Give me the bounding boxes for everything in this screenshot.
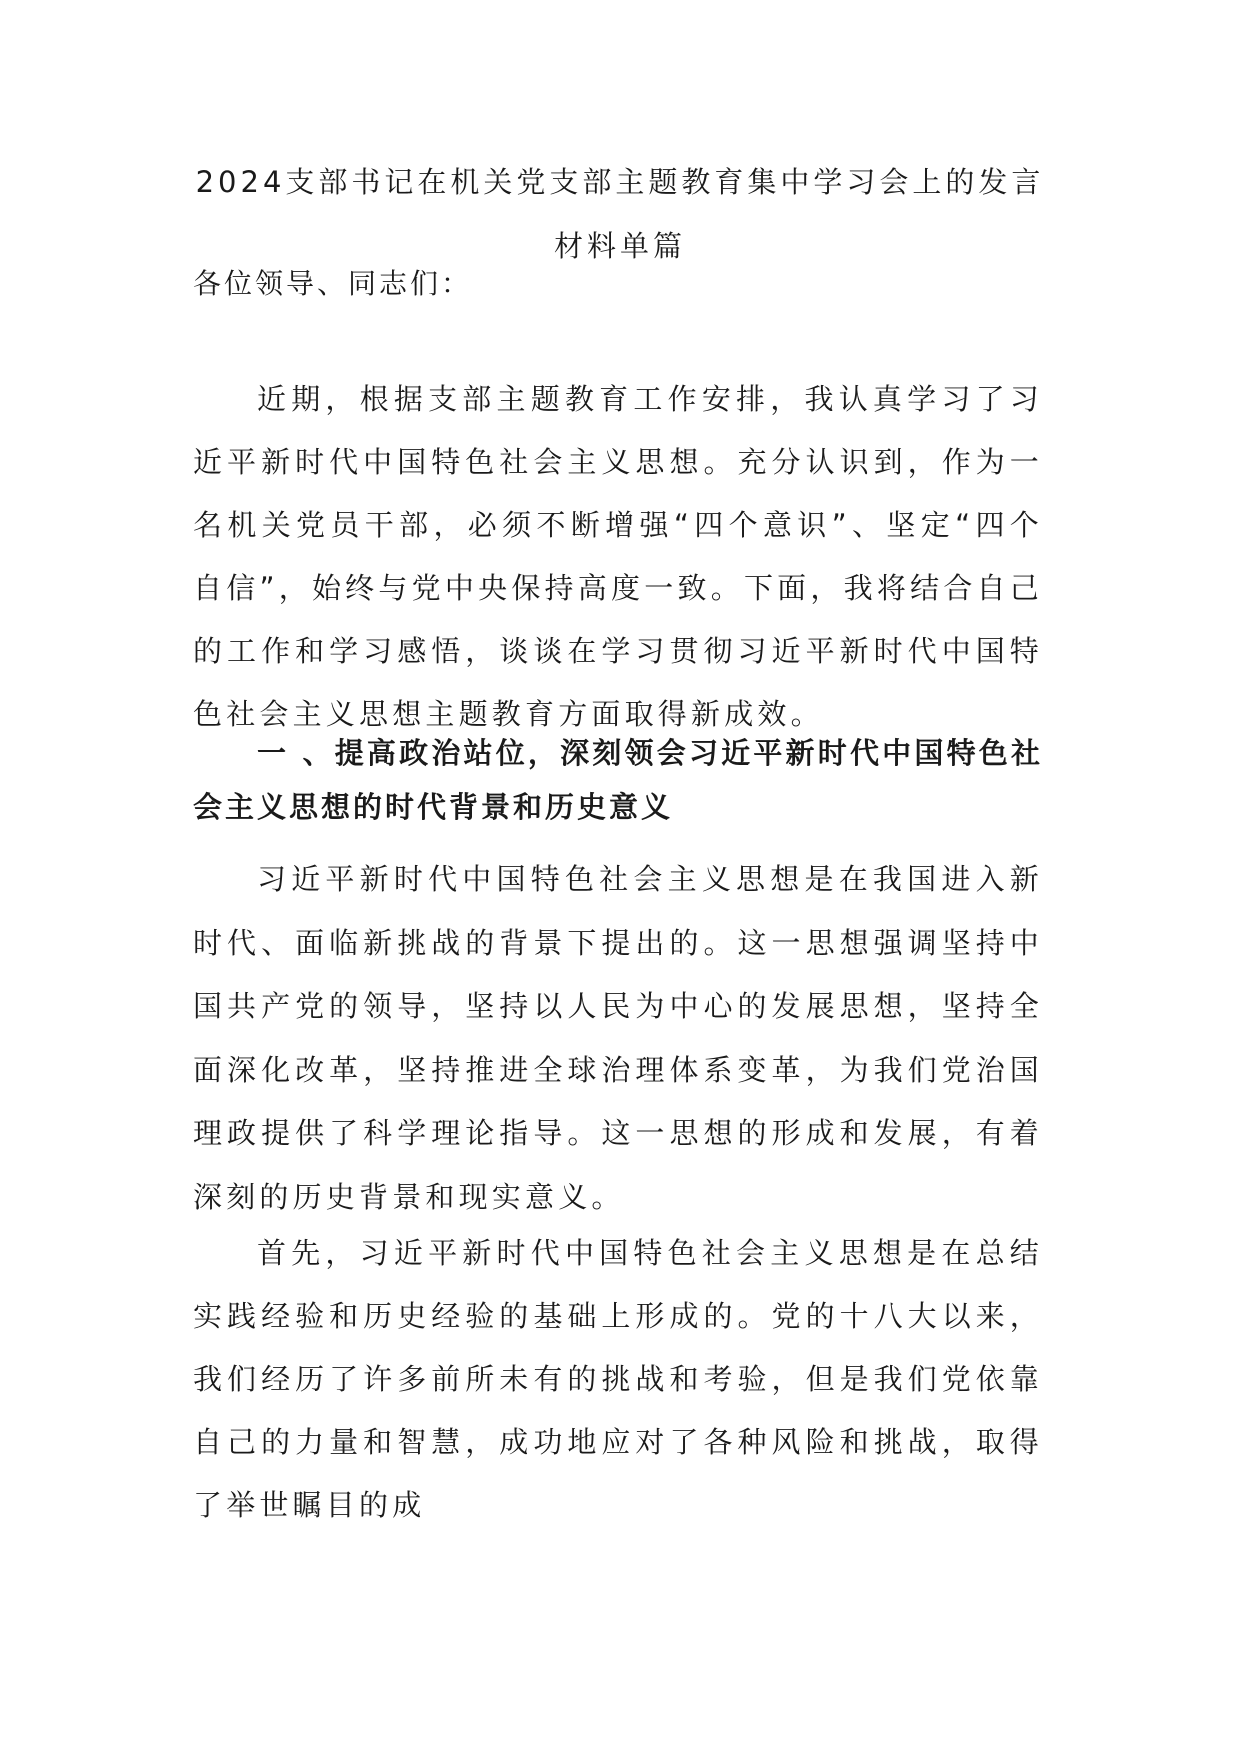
section-heading-1: 一 、提高政治站位，深刻领会习近平新时代中国特色社会主义思想的时代背景和历史意义 (193, 736, 1043, 824)
document-title-line-1: 2024支部书记在机关党支部主题教育集中学习会上的发言 (195, 165, 1045, 199)
intro-paragraph: 近期，根据支部主题教育工作安排，我认真学习了习近平新时代中国特色社会主义思想。充分认识到，作为一名机关党员干部，必须不断增强“四个意识”、坚定“四个自信”，始终与党中央保持高度一致。下面，我将结合自己的工作和学习感悟，谈谈在学习贯彻习近平新时代中国特色社会主义思想主题教育方面取得新成效。 (193, 382, 1043, 731)
section1-paragraph-2: 首先，习近平新时代中国特色社会主义思想是在总结实践经验和历史经验的基础上形成的。党的十八大以来，我们经历了许多前所未有的挑战和考验，但是我们党依靠自己的力量和智慧，成功地应对了各种风险和挑战，取得了举世瞩目的成 (193, 1236, 1043, 1522)
document-title-line-2: 材料单篇 (553, 229, 686, 263)
salutation: 各位领导、同志们： (193, 267, 473, 300)
section1-paragraph-1: 习近平新时代中国特色社会主义思想是在我国进入新时代、面临新挑战的背景下提出的。这一思想强调坚持中国共产党的领导，坚持以人民为中心的发展思想，坚持全面深化改革，坚持推进全球治理体系变革，为我们党治国理政提供了科学理论指导。这一思想的形成和发展，有着深刻的历史背景和现实意义。 (193, 862, 1043, 1214)
